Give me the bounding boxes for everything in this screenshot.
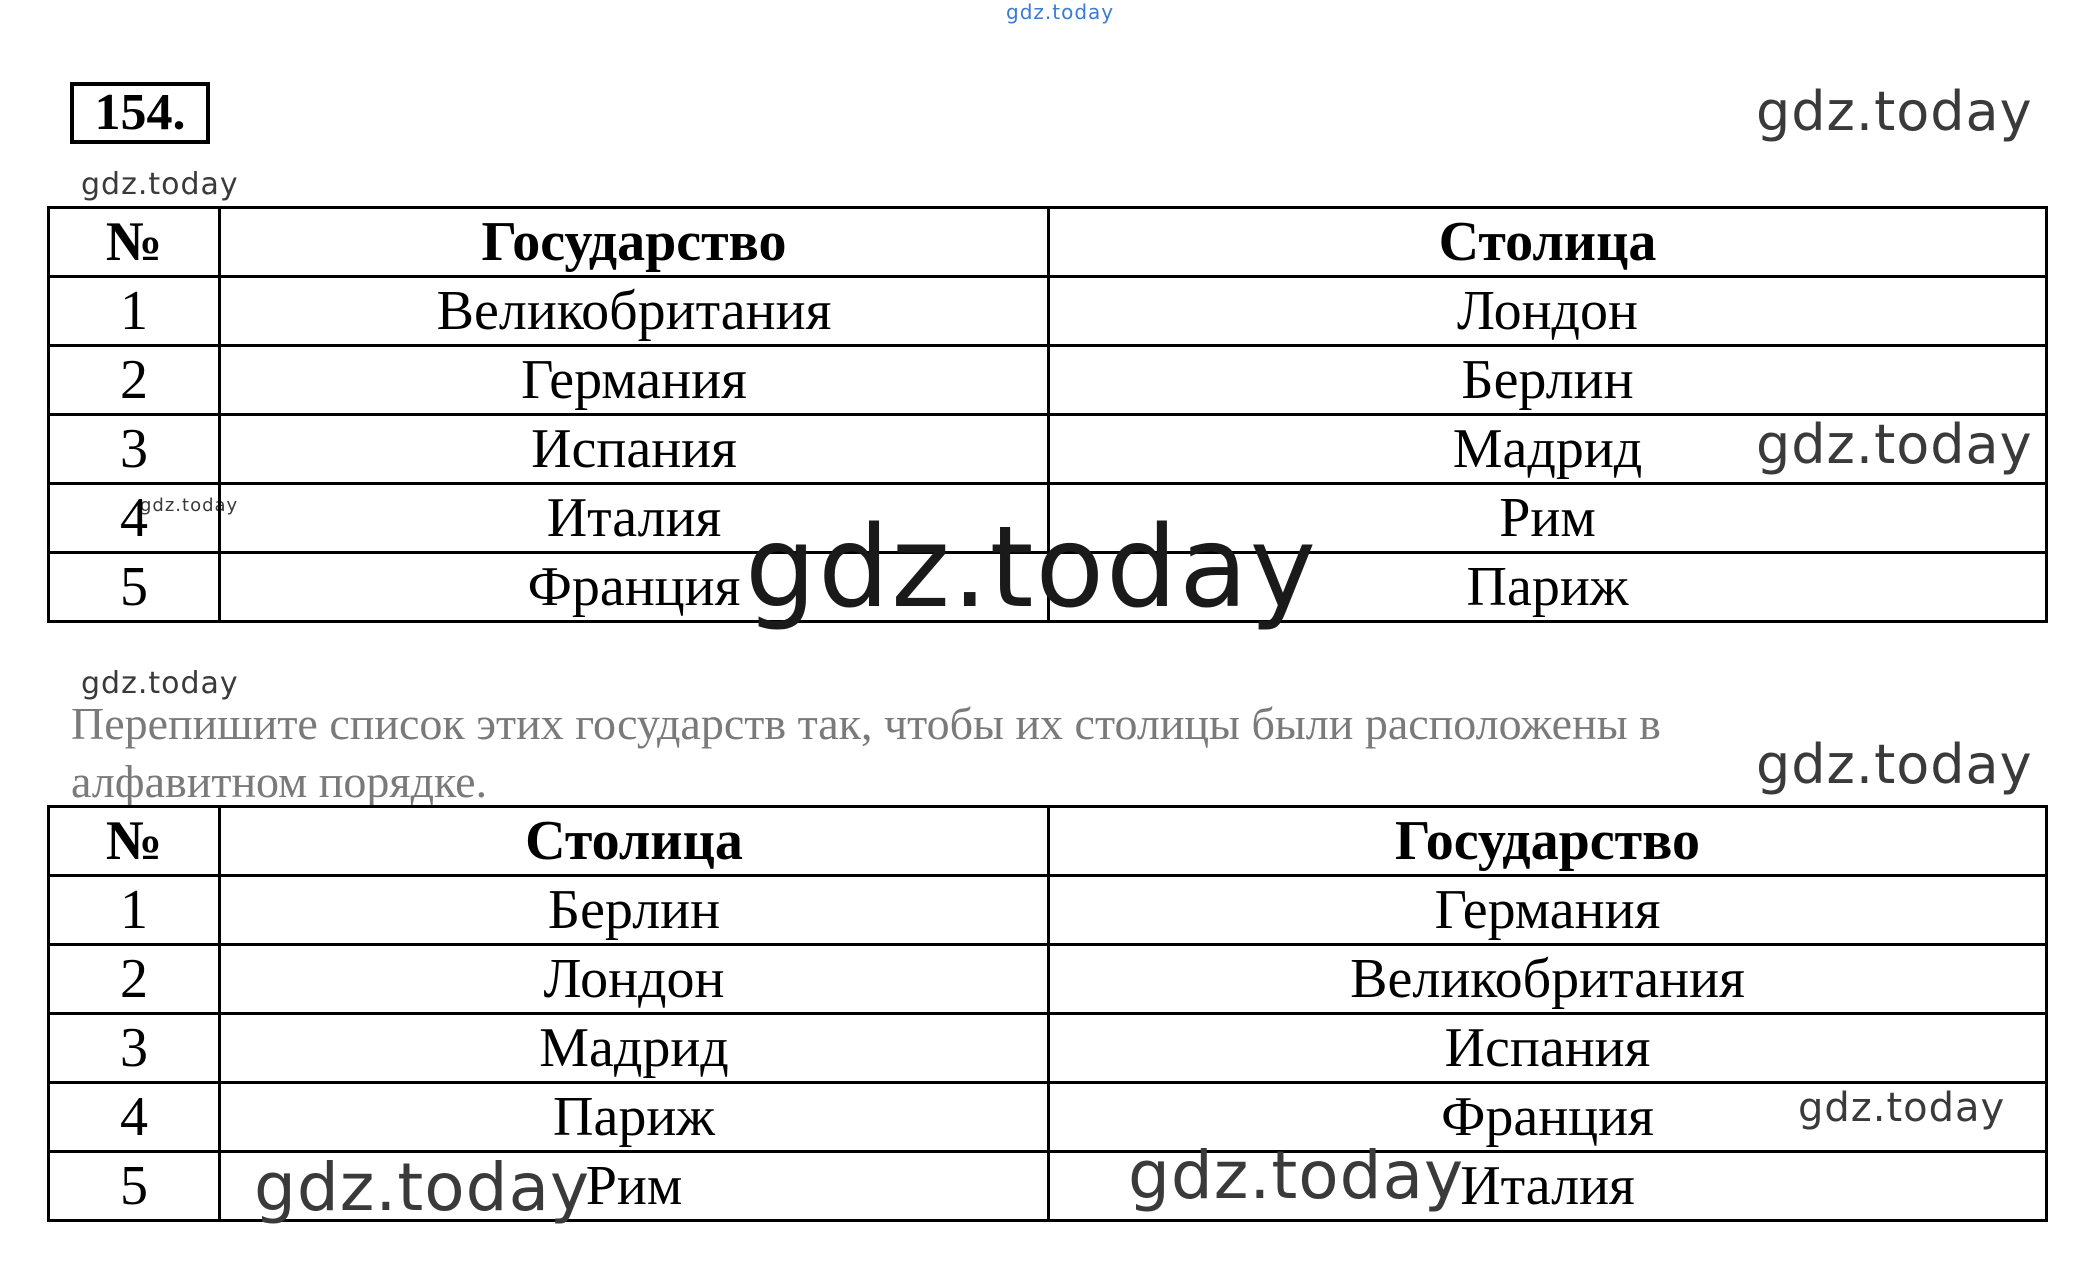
- table-header-row: [49, 807, 2047, 876]
- watermark-link[interactable]: gdz.today: [1006, 0, 1115, 24]
- header-country: Государство: [220, 208, 1049, 277]
- watermark: gdz.today: [1756, 733, 2033, 796]
- cell-country: Великобритания: [1049, 945, 2047, 1014]
- cell-country: Италия: [1049, 1152, 2047, 1221]
- cell-number: 3: [49, 415, 220, 484]
- cell-capital: Берлин: [1049, 346, 2047, 415]
- watermark: gdz.today: [1756, 413, 2033, 476]
- cell-country: Франция: [220, 553, 1049, 622]
- table-row: [49, 277, 2047, 346]
- cell-country: Германия: [220, 346, 1049, 415]
- cell-country: Испания: [1049, 1014, 2047, 1083]
- cell-number: 1: [49, 876, 220, 945]
- table-row: [49, 1014, 2047, 1083]
- task-number: 154.: [70, 82, 210, 144]
- cell-capital: Рим: [220, 1152, 1049, 1221]
- watermark: gdz.today: [140, 495, 239, 516]
- watermark: gdz.today: [1756, 80, 2033, 143]
- header-number: №: [49, 208, 220, 277]
- cell-number: 3: [49, 1014, 220, 1083]
- table-row: [49, 876, 2047, 945]
- watermark: gdz.today: [81, 167, 239, 202]
- cell-capital: Мадрид: [1049, 415, 2047, 484]
- cell-number: 5: [49, 1152, 220, 1221]
- cell-capital: Лондон: [220, 945, 1049, 1014]
- watermark: gdz.today: [254, 1149, 591, 1226]
- table-row: [49, 1083, 2047, 1152]
- header-capital: Столица: [1049, 208, 2047, 277]
- table-row: [49, 945, 2047, 1014]
- cell-country: Великобритания: [220, 277, 1049, 346]
- table-header-row: [49, 208, 2047, 277]
- cell-capital: Мадрид: [220, 1014, 1049, 1083]
- header-capital: Столица: [220, 807, 1049, 876]
- watermark: gdz.today: [81, 666, 239, 701]
- cell-number: 2: [49, 945, 220, 1014]
- cell-country: Италия: [220, 484, 1049, 553]
- cell-capital: Париж: [1049, 553, 2047, 622]
- watermark: gdz.today: [1128, 1137, 1465, 1214]
- cell-capital: Берлин: [220, 876, 1049, 945]
- cell-number: 4: [49, 1083, 220, 1152]
- watermark: gdz.today: [1798, 1085, 2006, 1131]
- cell-capital: Рим: [1049, 484, 2047, 553]
- header-country: Государство: [1049, 807, 2047, 876]
- table-row: [49, 415, 2047, 484]
- cell-number: 4: [49, 484, 220, 553]
- cell-number: 5: [49, 553, 220, 622]
- cell-country: Франция: [1049, 1083, 2047, 1152]
- cell-capital: Париж: [220, 1083, 1049, 1152]
- cell-number: 2: [49, 346, 220, 415]
- cell-country: Испания: [220, 415, 1049, 484]
- cell-country: Германия: [1049, 876, 2047, 945]
- watermark-large: gdz.today: [745, 503, 1319, 633]
- cell-number: 1: [49, 277, 220, 346]
- table-row: [49, 346, 2047, 415]
- instruction-text: Перепишите список этих государств так, чтобы их столицы были расположены в алфавитном порядке.: [71, 698, 1661, 807]
- cell-capital: Лондон: [1049, 277, 2047, 346]
- header-number: №: [49, 807, 220, 876]
